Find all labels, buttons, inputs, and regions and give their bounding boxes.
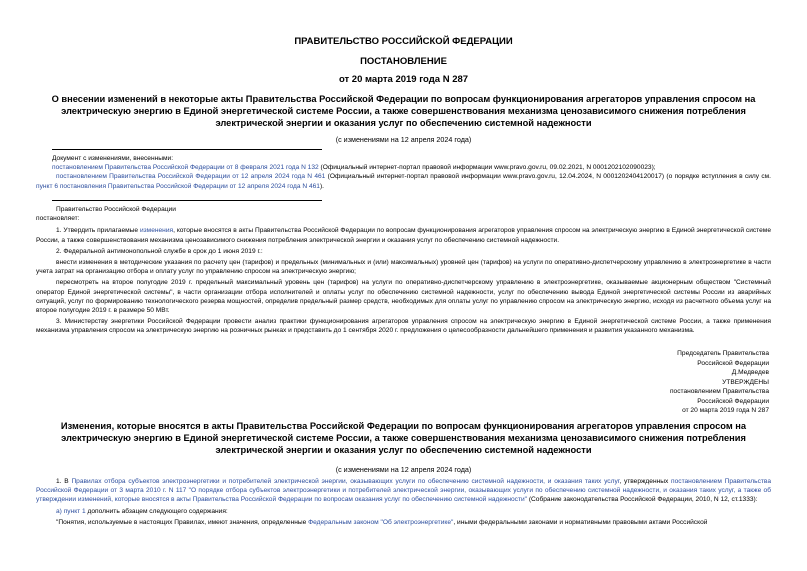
signer-title: Председатель Правительства <box>677 350 769 357</box>
change-2-link-2[interactable]: пункт 6 постановления Правительства Российской Федерации от 12 апреля 2024 года N 461 <box>36 182 320 190</box>
change-item-1 <box>36 163 771 172</box>
annex-item-1-text: , утвержденных <box>619 478 672 485</box>
annex-item-1-end: (Собрание законодательства Российской Федерации, 2010, N 12, ст.1333): <box>527 496 758 504</box>
document-type: ПОСТАНОВЛЕНИЕ <box>360 56 447 67</box>
changes-link[interactable]: изменения <box>139 227 174 235</box>
change-1-link[interactable]: постановлением Правительства Российской Федерации от 8 февраля 2021 года N 132 <box>52 164 319 172</box>
annex-subitem-a-text: дополнить абзацем следующего содержания: <box>85 507 228 515</box>
signer-org: Российской Федерации <box>697 359 769 367</box>
paragraph-3: 3. Министерству энергетики Российской Федерации провести анализ практики функционирования агрегаторов управления спросом на электрическую энергию в Единой энергетической системе России, а также применения механизма управления спросом на электрическую энергию на розничных рынках и представить до 1 сентября 2020 г. предложения о целесообразности дальнейшего применения и развития указанного механизма. <box>36 318 771 335</box>
signer-name: Д.Медведев <box>731 369 769 376</box>
annex-item-1-num: 1. В <box>56 478 72 485</box>
annex-subitem-a <box>36 507 771 516</box>
divider <box>52 200 322 201</box>
paragraph-1 <box>36 226 771 244</box>
change-2-text: (Официальный интернет-портал правовой информации www.pravo.gov.ru, 12.04.2024, N 0001202404120017) (о порядке вступления в силу см. <box>325 173 771 181</box>
paragraph-2: 2. Федеральной антимонопольной службе в срок до 1 июня 2019 г.: <box>56 247 263 255</box>
body-block <box>36 205 771 336</box>
gov-label: Правительство Российской Федерации <box>56 206 176 213</box>
decree-117-link[interactable]: постановлением Правительства Российской Федерации от 3 марта 2010 г. N 117 "О порядке отбора субъектов электроэнергетики и потребителей электрической энергии, оказывающих услуги по обеспечению системной надежности, и оказания таких услуг, а также об утверждении изменений, которые вносятся в акты Правительства Российской Федерации по вопросам оказания услуг по обеспечению системной надежности" <box>36 478 771 504</box>
quote-text-end: , иными федеральными законами и нормативными правовыми актами Российской <box>453 518 708 526</box>
decrees-label: постановляет: <box>36 215 80 223</box>
annex-title: Изменения, которые вносятся в акты Правительства Российской Федерации по вопросам функционирования агрегаторов управления спросом на электрическую энергию в Единой энергетической системе России, а также совершенствования механизма ценозависимого снижения потребления электрической энергии и оказания услуг по обеспечению системной надежности <box>60 421 747 455</box>
document-date: от 20 марта 2019 года N 287 <box>338 74 469 85</box>
government-heading: ПРАВИТЕЛЬСТВО РОССИЙСКОЙ ФЕДЕРАЦИИ <box>294 36 513 47</box>
changes-block <box>36 154 771 191</box>
changes-intro: Документ с изменениями, внесенными: <box>52 155 174 162</box>
paragraph-1-text-end: , которые вносятся в акты Правительства Российской Федерации по вопросам функционирования агрегаторов управления спросом на электрическую энергию в Единой энергетической системе России, а также совершенствования механизма ценозависимого снижения потребления электрической энергии и оказания услуг по обеспечению системной надежности. <box>36 227 771 244</box>
approved-label: УТВЕРЖДЕНЫ <box>722 378 769 386</box>
change-1-text: (Официальный интернет-портал правовой информации www.pravo.gov.ru, 09.02.2021, N 0001202102090023); <box>318 164 656 172</box>
change-2-link[interactable]: постановлением Правительства Российской Федерации от 12 апреля 2024 года N 461 <box>56 173 326 181</box>
change-item-2 <box>36 172 771 190</box>
paragraph-2a: внести изменения в методические указания по расчету цен (тарифов) и предельных (минимальных и (или) максимальных) уровней цен (тарифов) на услуги по оперативно-диспетчерскому управлению в электроэнергетике в части учета затрат на организацию отбора и оплату услуг по управлению спросом на электрическую энергию; <box>36 259 771 276</box>
annex-block <box>36 477 771 527</box>
federal-law-link[interactable]: Федеральным законом "Об электроэнергетике" <box>308 518 454 526</box>
approved-org: Российской Федерации <box>697 397 769 405</box>
quote-text: "Понятия, используемые в настоящих Правилах, имеют значения, определенные <box>56 518 309 526</box>
paragraph-1-text: 1. Утвердить прилагаемые <box>56 227 140 235</box>
clause-1-link[interactable]: а) пункт 1 <box>56 507 86 515</box>
approved-by: постановлением Правительства <box>669 388 769 395</box>
rules-link[interactable]: Правилах отбора субъектов электроэнергетики и потребителей электрической энергии, оказывающих услуги по обеспечению системной надежности, и оказания таких услуг <box>71 478 620 485</box>
signature-block <box>670 349 769 416</box>
change-2-end: ). <box>319 182 324 190</box>
divider <box>52 149 322 150</box>
document-title: О внесении изменений в некоторые акты Правительства Российской Федерации по вопросам функционирования агрегаторов управления спросом на электрическую энергию в Единой энергетической системе России, а также совершенствования механизма ценозависимого снижения потребления электрической энергии и оказания услуг по обеспечению системной надежности <box>51 94 756 128</box>
approved-date: от 20 марта 2019 года N 287 <box>682 407 769 414</box>
quote-paragraph <box>36 518 771 527</box>
annex-revision: (с изменениями на 12 апреля 2024 года) <box>335 465 472 474</box>
annex-item-1 <box>36 477 771 505</box>
paragraph-2b: пересмотреть на второе полугодие 2019 г. предельный максимальный уровень цен (тарифов) на услуги по оперативно-диспетчерскому управлению в электроэнергетике, оказываемые акционерным обществом "Системный оператор Единой энергетической системы", в части организации отбора исполнителей и оплаты услуг по обеспечению системной надежности, услуг по обеспечению вывода Единой энергетической системы России из аварийных ситуаций, услуг по формированию технологического резерва мощностей, определив предельный размер средств, необходимых для оплаты услуг по управлению спросом на электрическую энергию, исходя из расчетного объема услуг на второе полугодие 2019 г. в размере 50 МВт. <box>36 279 771 315</box>
revision-note: (с изменениями на 12 апреля 2024 года) <box>335 135 472 144</box>
